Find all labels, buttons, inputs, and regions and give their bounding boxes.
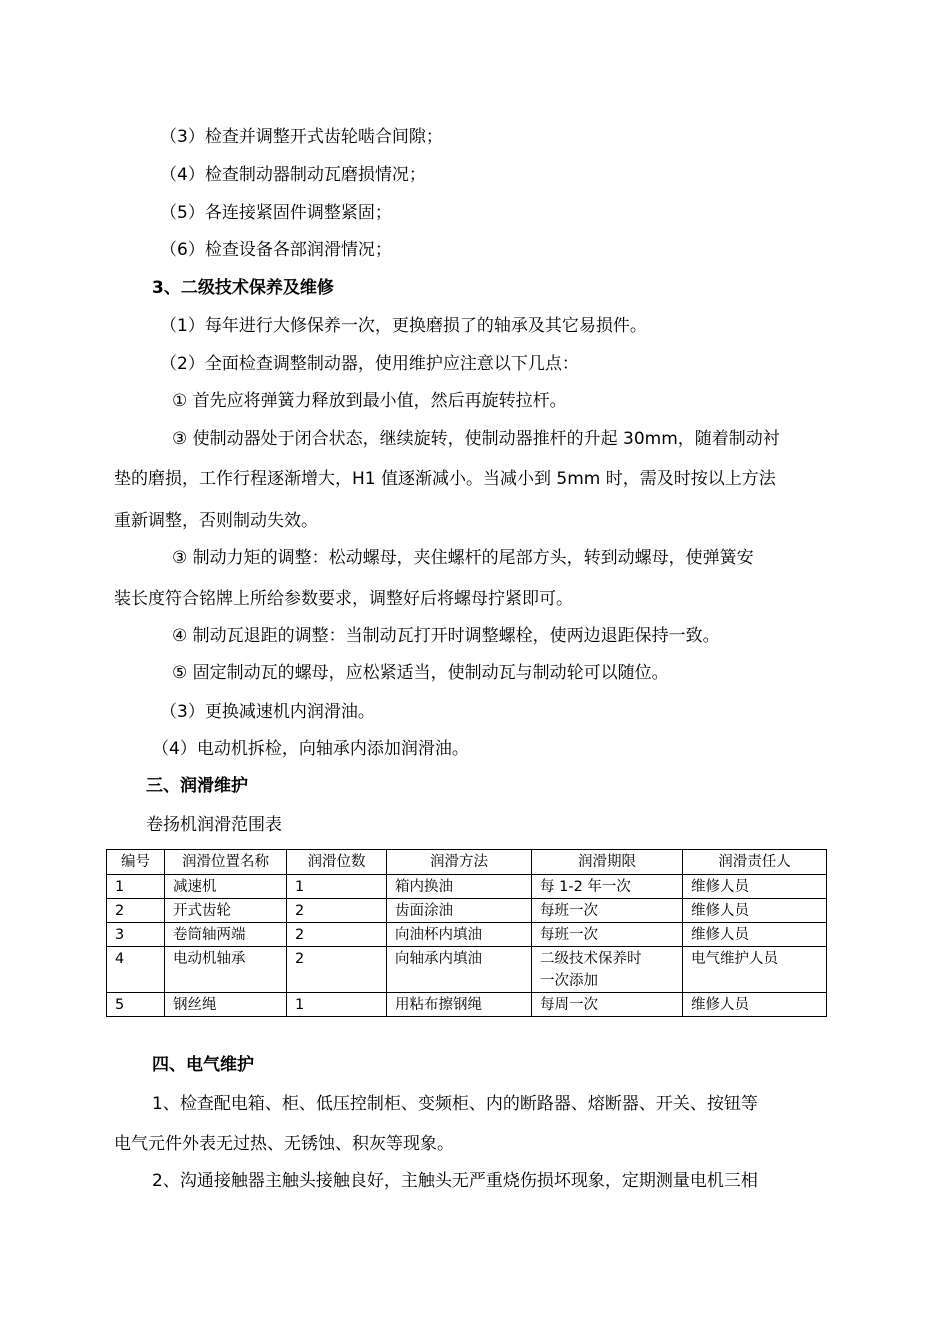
header-period: 润滑期限: [532, 850, 683, 875]
cell-period: 每 1-2 年一次: [532, 875, 683, 899]
point-3a-line-3: 重新调整，否则制动失效。: [114, 511, 318, 531]
point-5: ⑤ 固定制动瓦的螺母，应松紧适当，使制动瓦与制动轮可以随位。: [172, 663, 669, 683]
cell-method: 用粘布擦钢绳: [387, 993, 532, 1017]
table-row: [107, 993, 827, 1017]
cell-responsible: 电气维护人员: [683, 947, 827, 993]
cell-id: 3: [107, 923, 165, 947]
s3-item-2: （2）全面检查调整制动器，使用维护应注意以下几点：: [160, 354, 579, 374]
table-title: 卷扬机润滑范围表: [146, 815, 282, 835]
header-count: 润滑位数: [287, 850, 387, 875]
point-3b-line-2: 装长度符合铭牌上所给参数要求，调整好后将螺母拧紧即可。: [114, 589, 573, 609]
item-upper-3: （3）检查并调整开式齿轮啮合间隙；: [160, 127, 443, 147]
cell-method: 向轴承内填油: [387, 947, 532, 993]
point-1: ① 首先应将弹簧力释放到最小值，然后再旋转拉杆。: [172, 391, 567, 411]
item-upper-6: （6）检查设备各部润滑情况；: [160, 240, 392, 260]
item-upper-5: （5）各连接紧固件调整紧固；: [160, 203, 392, 223]
point-3a-line-1: ③ 使制动器处于闭合状态，继续旋转，使制动器推杆的升起 30mm，随着制动衬: [172, 429, 780, 449]
cell-position: 钢丝绳: [165, 993, 287, 1017]
lube-heading: 三、润滑维护: [146, 776, 248, 796]
elec-2-line-1: 2、沟通接触器主触头接触良好，主触头无严重烧伤损坏现象，定期测量电机三相: [152, 1171, 758, 1191]
cell-position: 电动机轴承: [165, 947, 287, 993]
elec-heading: 四、电气维护: [152, 1055, 254, 1075]
header-position: 润滑位置名称: [165, 850, 287, 875]
cell-id: 2: [107, 899, 165, 923]
cell-method: 向油杯内填油: [387, 923, 532, 947]
s3-item-4: （4）电动机拆检，向轴承内添加润滑油。: [152, 739, 469, 759]
s3-item-3: （3）更换减速机内润滑油。: [160, 702, 375, 722]
cell-count: 2: [287, 899, 387, 923]
cell-count: 1: [287, 993, 387, 1017]
cell-period-line-2: 一次添加: [540, 973, 598, 989]
cell-responsible: 维修人员: [683, 875, 827, 899]
point-4: ④ 制动瓦退距的调整：当制动瓦打开时调整螺栓，使两边退距保持一致。: [172, 626, 720, 646]
s3-item-1: （1）每年进行大修保养一次，更换磨损了的轴承及其它易损件。: [160, 316, 647, 336]
point-3a-line-2: 垫的磨损，工作行程逐渐增大，H1 值逐渐减小。当减小到 5mm 时，需及时按以上方法: [114, 469, 776, 489]
item-upper-4: （4）检查制动器制动瓦磨损情况；: [160, 165, 426, 185]
cell-period: 每周一次: [532, 993, 683, 1017]
cell-position: 卷筒轴两端: [165, 923, 287, 947]
elec-1-line-1: 1、检查配电箱、柜、低压控制柜、变频柜、内的断路器、熔断器、开关、按钮等: [152, 1094, 758, 1114]
lubrication-table: [106, 849, 827, 1017]
section-3-heading: 3、二级技术保养及维修: [152, 278, 334, 298]
cell-responsible: 维修人员: [683, 899, 827, 923]
table-row: [107, 923, 827, 947]
elec-1-line-2: 电气元件外表无过热、无锈蚀、积灰等现象。: [114, 1134, 454, 1154]
table-header-row: [107, 850, 827, 875]
header-method: 润滑方法: [387, 850, 532, 875]
header-id: 编号: [107, 850, 165, 875]
cell-position: 开式齿轮: [165, 899, 287, 923]
cell-responsible: 维修人员: [683, 923, 827, 947]
cell-period-line-1: 二级技术保养时: [540, 951, 642, 967]
point-3b-line-1: ③ 制动力矩的调整：松动螺母，夹住螺杆的尾部方头，转到动螺母，使弹簧安: [172, 548, 754, 568]
cell-id: 4: [107, 947, 165, 993]
cell-id: 5: [107, 993, 165, 1017]
cell-period: 每班一次: [532, 923, 683, 947]
cell-count: 2: [287, 947, 387, 993]
cell-count: 1: [287, 875, 387, 899]
table-row: [107, 875, 827, 899]
cell-id: 1: [107, 875, 165, 899]
cell-method: 齿面涂油: [387, 899, 532, 923]
table-row: [107, 947, 827, 993]
table-row: [107, 899, 827, 923]
cell-responsible: 维修人员: [683, 993, 827, 1017]
cell-method: 箱内换油: [387, 875, 532, 899]
cell-period: [532, 947, 683, 993]
cell-period: 每班一次: [532, 899, 683, 923]
cell-count: 2: [287, 923, 387, 947]
header-responsible: 润滑责任人: [683, 850, 827, 875]
cell-position: 减速机: [165, 875, 287, 899]
